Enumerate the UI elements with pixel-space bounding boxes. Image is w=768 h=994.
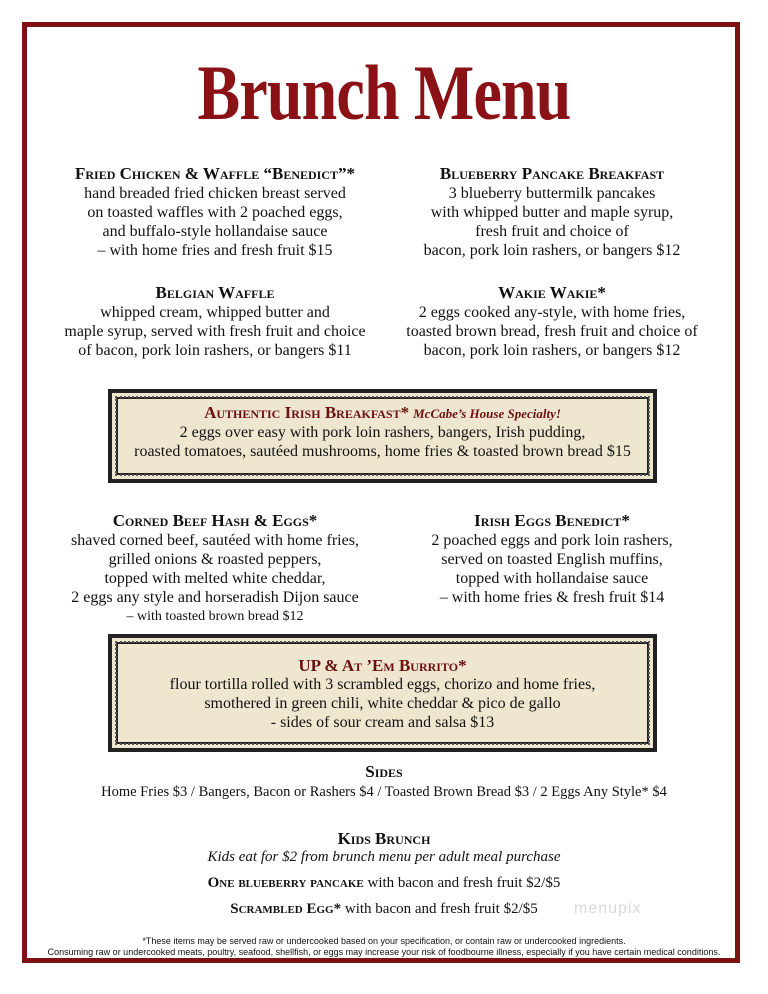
menu-item-fried-chicken-waffle [40, 164, 390, 260]
menu-item-corned-beef-hash [40, 511, 390, 626]
banner-title: Authentic Irish Breakfast* [204, 403, 410, 422]
item-line: whipped cream, whipped butter and [100, 304, 330, 321]
menu-item-blueberry-pancake [392, 164, 712, 260]
item-line: toasted brown bread, fresh fruit and choice of [406, 323, 698, 340]
banner-line: flour tortilla rolled with 3 scrambled eggs, chorizo and home fries, [169, 676, 596, 693]
item-line: of bacon, pork loin rashers, or bangers $11 [78, 342, 352, 359]
disclaimer-line: Consuming raw or undercooked meats, poultry, seafood, shellfish, or eggs may increase your risk of foodbourne illness, especially if you have certain medical conditions. [47, 947, 721, 957]
sides-section [0, 762, 768, 801]
item-line: on toasted waffles with 2 poached eggs, [87, 204, 343, 221]
banner-line: 2 eggs over easy with pork loin rashers, bangers, Irish pudding, [179, 424, 586, 441]
disclaimer-line: *These items may be served raw or undercooked based on your specification, or contain raw or undercooked ingredients. [142, 936, 626, 946]
item-line: 2 eggs any style and horseradish Dijon sauce [71, 589, 359, 606]
banner-line: - sides of sour cream and salsa $13 [270, 714, 495, 731]
menu-item-belgian-waffle [40, 283, 390, 360]
kids-item [0, 901, 768, 918]
item-line: – with home fries and fresh fruit $15 [97, 242, 333, 259]
item-line: with whipped butter and maple syrup, [430, 204, 674, 221]
item-line: 2 poached eggs and pork loin rashers, [431, 532, 673, 549]
kids-item-name: One blueberry pancake [207, 875, 364, 891]
kids-item [0, 875, 768, 892]
sides-list: Home Fries $3 / Bangers, Bacon or Rashers $4 / Toasted Brown Bread $3 / 2 Eggs Any Style* $4 [101, 784, 667, 800]
banner-line: roasted tomatoes, sautéed mushrooms, home fries & toasted brown bread $15 [134, 443, 631, 460]
item-line: – with home fries & fresh fruit $14 [439, 589, 665, 606]
banner-line: smothered in green chili, white cheddar & pico de gallo [204, 695, 561, 712]
irish-breakfast-banner [108, 389, 657, 483]
sides-title: Sides [365, 762, 403, 781]
burrito-banner [108, 634, 657, 752]
menu-title: Brunch Menu [197, 49, 571, 136]
item-line: bacon, pork loin rashers, or bangers $12 [423, 342, 681, 359]
item-title: Fried Chicken & Waffle “Benedict”* [74, 164, 356, 183]
item-title: Belgian Waffle [155, 283, 275, 302]
item-line: grilled onions & roasted peppers, [108, 551, 322, 568]
item-line: and buffalo-style hollandaise sauce [102, 223, 328, 240]
kids-item-rest: with bacon and fresh fruit $2/$5 [363, 875, 561, 891]
kids-section [0, 829, 768, 866]
item-title: Corned Beef Hash & Eggs* [112, 511, 318, 530]
item-line: served on toasted English muffins, [441, 551, 663, 568]
kids-subtitle: Kids eat for $2 from brunch menu per adult meal purchase [207, 849, 561, 865]
item-title: Irish Eggs Benedict* [474, 511, 630, 530]
menu-item-wakie-wakie [392, 283, 712, 360]
banner-specialty: McCabe’s House Specialty! [413, 406, 561, 421]
kids-title: Kids Brunch [337, 829, 431, 848]
item-line: topped with melted white cheddar, [104, 570, 326, 587]
watermark: menupix [574, 900, 642, 917]
item-line: shaved corned beef, sautéed with home fries, [71, 532, 359, 549]
item-line: 2 eggs cooked any-style, with home fries, [418, 304, 686, 321]
item-line: bacon, pork loin rashers, or bangers $12 [423, 242, 681, 259]
item-title: Wakie Wakie* [498, 283, 606, 302]
item-line: topped with hollandaise sauce [455, 570, 649, 587]
menu-item-irish-eggs-benedict [392, 511, 712, 607]
kids-item-name: Scrambled Egg* [230, 901, 342, 917]
item-line: 3 blueberry buttermilk pancakes [448, 185, 656, 202]
item-title: Blueberry Pancake Breakfast [439, 164, 665, 183]
disclaimer [0, 936, 768, 958]
item-line: maple syrup, served with fresh fruit and choice [64, 323, 366, 340]
banner-title: UP & At ’Em Burrito* [298, 656, 467, 675]
item-line: – with toasted brown bread $12 [126, 609, 304, 624]
item-line: fresh fruit and choice of [475, 223, 629, 240]
item-line: hand breaded fried chicken breast served [84, 185, 346, 202]
kids-item-rest: with bacon and fresh fruit $2/$5 [341, 901, 538, 917]
